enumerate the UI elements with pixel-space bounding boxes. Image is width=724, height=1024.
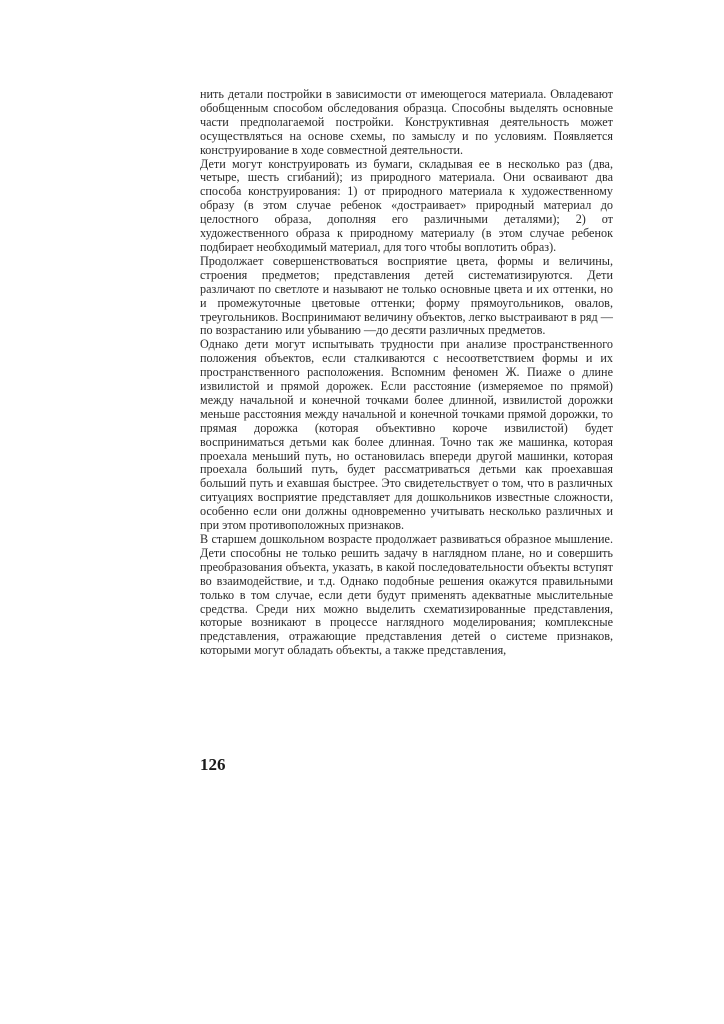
body-text <box>200 88 613 658</box>
paragraph: Продолжает совершенствоваться восприятие цвета, формы и величины, строения предметов; представления детей систематизируются. Дети различают по светлоте и называют не только основные цвета и их оттенки, но и промежуточные цветовые оттенки; форму прямоугольников, овалов, треугольников. Воспринимают величину объектов, легко выстраивают в ряд —по возрастанию или убыванию —до десяти различных предметов. <box>200 253 613 338</box>
paragraph: Однако дети могут испытывать трудности при анализе пространственного положения объектов, если сталкиваются с несоответствием формы и их пространственного расположения. Вспомним феномен Ж. Пиаже о длине извилистой и прямой дорожек. Если расстояние (измеряемое по прямой) между начальной и конечной точками более длинной, извилистой дорожки меньше расстояния между начальной и конечной точками прямой дорожки, то прямая дорожка (которая объективно короче извилистой) будет восприниматься детьми как более длинная. Точно так же машинка, которая проехала меньший путь, но остановилась впереди другой машинки, которая проехала больший путь, будет рассматриваться детьми как проехавшая больший путь и ехавшая быстрее. Это свидетельствует о том, что в различных ситуациях восприятие представляет для дошкольников известные сложности, особенно если они должны одновременно учитывать несколько различных и при этом противоположных признаков. <box>200 337 613 533</box>
paragraph: Дети могут конструировать из бумаги, складывая ее в несколько раз (два, четыре, шесть сгибаний); из природного материала. Они осваивают два способа конструирования: 1) от природного материала к художественному образу (в этом случае ребенок «достраивает» природный материал до целостного образа, дополняя его различными деталями); 2) от художественного образа к природному материалу (в этом случае ребенок подбирает необходимый материал, для того чтобы воплотить образ). <box>200 156 613 254</box>
page-number: 126 <box>200 755 226 774</box>
paragraph: В старшем дошкольном возрасте продолжает развиваться образное мышление. Дети способны не только решить задачу в наглядном плане, но и совершить преобразования объекта, указать, в какой последовательности объекты вступят во взаимодействие, и т.д. Однако подобные решения окажутся правильными только в том случае, если дети будут применять адекватные мыслительные средства. Среди них можно выделить схематизированные представления, которые возникают в процессе наглядного моделирования; комплексные представления, отражающие представления детей о системе признаков, которыми могут обладать объекты, а также представления, <box>200 532 613 658</box>
paragraph: нить детали постройки в зависимости от имеющегося материала. Овладевают обобщенным способом обследования образца. Способны выделять основные части предполагаемой постройки. Конструктивная деятельность может осуществляться на основе схемы, по замыслу и по условиям. Появляется конструирование в ходе совместной деятельности. <box>200 87 613 157</box>
